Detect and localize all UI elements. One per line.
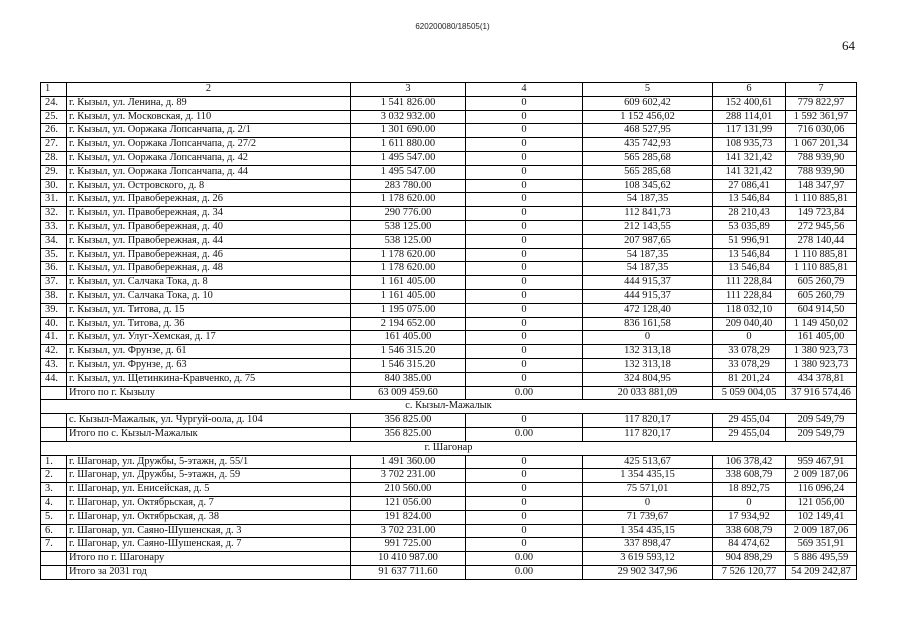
address: г. Кызыл, ул. Московская, д. 110	[67, 110, 351, 124]
col-6-value: 111 228,84	[713, 289, 786, 303]
table-row	[41, 96, 857, 110]
col-5-value: 444 915,37	[583, 289, 713, 303]
col-6-value: 29 455,04	[713, 414, 786, 428]
col-6-value: 13 546,84	[713, 262, 786, 276]
table-row	[41, 317, 857, 331]
col-4-value: 0	[466, 289, 583, 303]
col-7-value: 161 405,00	[786, 331, 857, 345]
col-5-value: 108 345,62	[583, 179, 713, 193]
col-5-value: 1 152 456,02	[583, 110, 713, 124]
column-header: 7	[786, 83, 857, 97]
cost-total: 1 161 405.00	[351, 289, 466, 303]
col-5-value: 207 987,65	[583, 234, 713, 248]
cost-total: 1 546 315.20	[351, 345, 466, 359]
col-7-value: 102 149,41	[786, 510, 857, 524]
col-5-value: 324 804,95	[583, 372, 713, 386]
row-number: 28.	[41, 151, 67, 165]
col-4-value: 0	[466, 248, 583, 262]
section-title: г. Шагонар	[41, 441, 857, 455]
col-7-value: 605 260,79	[786, 289, 857, 303]
table-row	[41, 110, 857, 124]
col-6-value: 108 935,73	[713, 138, 786, 152]
table-row	[41, 552, 857, 566]
address: г. Кызыл, ул. Ленина, д. 89	[67, 96, 351, 110]
col-5-value: 117 820,17	[583, 427, 713, 441]
col-7-value: 1 149 450,02	[786, 317, 857, 331]
row-number: 7.	[41, 538, 67, 552]
cost-total: 121 056.00	[351, 496, 466, 510]
table-row	[41, 165, 857, 179]
cost-total: 3 032 932.00	[351, 110, 466, 124]
table-row	[41, 234, 857, 248]
row-number: 43.	[41, 358, 67, 372]
row-number: 2.	[41, 469, 67, 483]
col-6-value: 33 078,29	[713, 358, 786, 372]
address: Итого за 2031 год	[67, 565, 351, 579]
table-row	[41, 138, 857, 152]
address: г. Кызыл, ул. Ооржака Лопсанчапа, д. 42	[67, 151, 351, 165]
section-header-row	[41, 441, 857, 455]
cost-total: 1 195 075.00	[351, 303, 466, 317]
col-4-value: 0	[466, 165, 583, 179]
row-number: 29.	[41, 165, 67, 179]
col-5-value: 54 187,35	[583, 248, 713, 262]
row-number: 24.	[41, 96, 67, 110]
cost-total: 2 194 652.00	[351, 317, 466, 331]
table-row	[41, 565, 857, 579]
col-4-value: 0.00	[466, 552, 583, 566]
col-6-value: 118 032,10	[713, 303, 786, 317]
col-6-value: 111 228,84	[713, 276, 786, 290]
table-row	[41, 483, 857, 497]
address: г. Кызыл, ул. Островского, д. 8	[67, 179, 351, 193]
col-5-value: 425 513,67	[583, 455, 713, 469]
address: г. Кызыл, ул. Правобережная, д. 34	[67, 207, 351, 221]
address: г. Шагонар, ул. Октябрьская, д. 7	[67, 496, 351, 510]
col-6-value: 338 608,79	[713, 524, 786, 538]
col-7-value: 148 347,97	[786, 179, 857, 193]
col-7-value: 959 467,91	[786, 455, 857, 469]
address: Итого по г. Шагонару	[67, 552, 351, 566]
col-4-value: 0	[466, 96, 583, 110]
col-5-value: 132 313,18	[583, 345, 713, 359]
col-5-value: 1 354 435,15	[583, 524, 713, 538]
column-header-row	[41, 83, 857, 97]
col-4-value: 0	[466, 483, 583, 497]
table-row	[41, 414, 857, 428]
row-number: 31.	[41, 193, 67, 207]
table-row	[41, 358, 857, 372]
table-row	[41, 496, 857, 510]
row-number: 36.	[41, 262, 67, 276]
column-header: 6	[713, 83, 786, 97]
col-7-value: 1 067 201,34	[786, 138, 857, 152]
col-4-value: 0	[466, 262, 583, 276]
col-6-value: 84 474,62	[713, 538, 786, 552]
col-4-value: 0	[466, 234, 583, 248]
row-number: 44.	[41, 372, 67, 386]
col-5-value: 71 739,67	[583, 510, 713, 524]
row-number: 42.	[41, 345, 67, 359]
cost-total: 63 009 459.60	[351, 386, 466, 400]
table-row	[41, 469, 857, 483]
cost-total: 991 725.00	[351, 538, 466, 552]
col-7-value: 779 822,97	[786, 96, 857, 110]
table-row	[41, 386, 857, 400]
table-row	[41, 345, 857, 359]
col-6-value: 5 059 004,05	[713, 386, 786, 400]
col-7-value: 788 939,90	[786, 165, 857, 179]
address: г. Кызыл, ул. Ооржака Лопсанчапа, д. 2/1	[67, 124, 351, 138]
col-6-value: 18 892,75	[713, 483, 786, 497]
col-7-value: 116 096,24	[786, 483, 857, 497]
col-6-value: 141 321,42	[713, 151, 786, 165]
cost-total: 1 301 690.00	[351, 124, 466, 138]
col-4-value: 0	[466, 358, 583, 372]
col-4-value: 0	[466, 179, 583, 193]
cost-total: 356 825.00	[351, 427, 466, 441]
table-row	[41, 331, 857, 345]
table-row	[41, 455, 857, 469]
col-7-value: 1 110 885,81	[786, 248, 857, 262]
col-4-value: 0	[466, 303, 583, 317]
col-6-value: 0	[713, 331, 786, 345]
column-header: 4	[466, 83, 583, 97]
cost-total: 3 702 231.00	[351, 469, 466, 483]
col-6-value: 29 455,04	[713, 427, 786, 441]
row-number	[41, 414, 67, 428]
col-5-value: 3 619 593,12	[583, 552, 713, 566]
address: г. Кызыл, ул. Фрунзе, д. 63	[67, 358, 351, 372]
address: г. Кызыл, ул. Правобережная, д. 48	[67, 262, 351, 276]
col-7-value: 1 380 923,73	[786, 345, 857, 359]
cost-total: 91 637 711.60	[351, 565, 466, 579]
table-row	[41, 151, 857, 165]
col-7-value: 209 549,79	[786, 414, 857, 428]
col-6-value: 0	[713, 496, 786, 510]
col-7-value: 1 380 923,73	[786, 358, 857, 372]
cost-total: 1 495 547.00	[351, 151, 466, 165]
col-7-value: 788 939,90	[786, 151, 857, 165]
address: г. Кызыл, ул. Титова, д. 36	[67, 317, 351, 331]
row-number: 6.	[41, 524, 67, 538]
col-5-value: 472 128,40	[583, 303, 713, 317]
col-7-value: 278 140,44	[786, 234, 857, 248]
table-row	[41, 303, 857, 317]
col-6-value: 27 086,41	[713, 179, 786, 193]
address: г. Шагонар, ул. Енисейская, д. 5	[67, 483, 351, 497]
col-4-value: 0	[466, 496, 583, 510]
col-4-value: 0	[466, 207, 583, 221]
col-6-value: 13 546,84	[713, 248, 786, 262]
col-7-value: 209 549,79	[786, 427, 857, 441]
col-4-value: 0	[466, 317, 583, 331]
col-7-value: 1 110 885,81	[786, 262, 857, 276]
cost-total: 1 491 360.00	[351, 455, 466, 469]
cost-total: 1 178 620.00	[351, 248, 466, 262]
address: с. Кызыл-Мажалык, ул. Чургуй-оола, д. 104	[67, 414, 351, 428]
row-number: 32.	[41, 207, 67, 221]
row-number	[41, 427, 67, 441]
col-6-value: 209 040,40	[713, 317, 786, 331]
row-number: 34.	[41, 234, 67, 248]
col-5-value: 212 143,55	[583, 220, 713, 234]
col-4-value: 0	[466, 331, 583, 345]
col-4-value: 0	[466, 220, 583, 234]
col-7-value: 716 030,06	[786, 124, 857, 138]
col-4-value: 0	[466, 372, 583, 386]
col-4-value: 0	[466, 414, 583, 428]
col-7-value: 2 009 187,06	[786, 524, 857, 538]
col-6-value: 141 321,42	[713, 165, 786, 179]
col-6-value: 338 608,79	[713, 469, 786, 483]
col-5-value: 468 527,95	[583, 124, 713, 138]
cost-total: 1 541 826.00	[351, 96, 466, 110]
address: г. Кызыл, ул. Правобережная, д. 40	[67, 220, 351, 234]
address: г. Кызыл, ул. Правобережная, д. 46	[67, 248, 351, 262]
col-7-value: 1 110 885,81	[786, 193, 857, 207]
row-number	[41, 386, 67, 400]
col-5-value: 609 602,42	[583, 96, 713, 110]
cost-total: 1 178 620.00	[351, 262, 466, 276]
table-row	[41, 124, 857, 138]
col-6-value: 13 546,84	[713, 193, 786, 207]
cost-total: 210 560.00	[351, 483, 466, 497]
table-row	[41, 262, 857, 276]
row-number: 38.	[41, 289, 67, 303]
cost-total: 538 125.00	[351, 220, 466, 234]
row-number: 40.	[41, 317, 67, 331]
row-number: 33.	[41, 220, 67, 234]
address: г. Шагонар, ул. Саяно-Шушенская, д. 3	[67, 524, 351, 538]
col-5-value: 75 571,01	[583, 483, 713, 497]
col-7-value: 37 916 574,46	[786, 386, 857, 400]
address: г. Кызыл, ул. Ооржака Лопсанчапа, д. 27/2	[67, 138, 351, 152]
col-7-value: 569 351,91	[786, 538, 857, 552]
col-7-value: 5 886 495,59	[786, 552, 857, 566]
address: г. Кызыл, ул. Фрунзе, д. 61	[67, 345, 351, 359]
row-number: 26.	[41, 124, 67, 138]
col-4-value: 0	[466, 455, 583, 469]
col-4-value: 0	[466, 510, 583, 524]
col-5-value: 435 742,93	[583, 138, 713, 152]
col-6-value: 51 996,91	[713, 234, 786, 248]
address: г. Шагонар, ул. Саяно-Шушенская, д. 7	[67, 538, 351, 552]
column-header: 5	[583, 83, 713, 97]
col-7-value: 1 592 361,97	[786, 110, 857, 124]
table-row	[41, 179, 857, 193]
col-4-value: 0.00	[466, 386, 583, 400]
address: г. Кызыл, ул. Правобережная, д. 26	[67, 193, 351, 207]
col-7-value: 54 209 242,87	[786, 565, 857, 579]
col-4-value: 0	[466, 193, 583, 207]
section-header-row	[41, 400, 857, 414]
col-6-value: 288 114,01	[713, 110, 786, 124]
col-4-value: 0	[466, 345, 583, 359]
cost-total: 290 776.00	[351, 207, 466, 221]
address: г. Шагонар, ул. Дружбы, 5-этажн, д. 59	[67, 469, 351, 483]
col-5-value: 444 915,37	[583, 276, 713, 290]
table-row	[41, 289, 857, 303]
col-6-value: 152 400,61	[713, 96, 786, 110]
section-title: с. Кызыл-Мажалык	[41, 400, 857, 414]
address: г. Шагонар, ул. Дружбы, 5-этажн, д. 55/1	[67, 455, 351, 469]
col-4-value: 0	[466, 138, 583, 152]
col-5-value: 20 033 881,09	[583, 386, 713, 400]
cost-total: 1 178 620.00	[351, 193, 466, 207]
cost-total: 161 405.00	[351, 331, 466, 345]
row-number	[41, 552, 67, 566]
col-4-value: 0	[466, 151, 583, 165]
col-4-value: 0	[466, 524, 583, 538]
column-header: 1	[41, 83, 67, 97]
col-5-value: 565 285,68	[583, 165, 713, 179]
table-row	[41, 427, 857, 441]
cost-total: 1 546 315.20	[351, 358, 466, 372]
row-number	[41, 565, 67, 579]
cost-total: 10 410 987.00	[351, 552, 466, 566]
col-5-value: 0	[583, 496, 713, 510]
row-number: 39.	[41, 303, 67, 317]
col-4-value: 0.00	[466, 427, 583, 441]
cost-total: 191 824.00	[351, 510, 466, 524]
row-number: 5.	[41, 510, 67, 524]
col-5-value: 565 285,68	[583, 151, 713, 165]
address: г. Кызыл, ул. Титова, д. 15	[67, 303, 351, 317]
col-5-value: 54 187,35	[583, 262, 713, 276]
col-6-value: 33 078,29	[713, 345, 786, 359]
col-6-value: 17 934,92	[713, 510, 786, 524]
address: г. Кызыл, ул. Правобережная, д. 44	[67, 234, 351, 248]
table-row	[41, 372, 857, 386]
housing-repair-table	[40, 82, 857, 580]
col-5-value: 337 898,47	[583, 538, 713, 552]
cost-total: 538 125.00	[351, 234, 466, 248]
row-number: 35.	[41, 248, 67, 262]
cost-total: 356 825.00	[351, 414, 466, 428]
row-number: 4.	[41, 496, 67, 510]
column-header: 3	[351, 83, 466, 97]
address: г. Кызыл, ул. Салчака Тока, д. 10	[67, 289, 351, 303]
col-7-value: 149 723,84	[786, 207, 857, 221]
cost-total: 1 495 547.00	[351, 165, 466, 179]
col-5-value: 117 820,17	[583, 414, 713, 428]
col-7-value: 2 009 187,06	[786, 469, 857, 483]
col-5-value: 54 187,35	[583, 193, 713, 207]
col-4-value: 0	[466, 124, 583, 138]
page-number: 64	[842, 38, 855, 53]
col-7-value: 605 260,79	[786, 276, 857, 290]
address: г. Кызыл, ул. Улуг-Хемская, д. 17	[67, 331, 351, 345]
cost-total: 1 161 405.00	[351, 276, 466, 290]
column-header: 2	[67, 83, 351, 97]
col-7-value: 121 056,00	[786, 496, 857, 510]
col-4-value: 0.00	[466, 565, 583, 579]
col-5-value: 132 313,18	[583, 358, 713, 372]
table-row	[41, 193, 857, 207]
table-row	[41, 524, 857, 538]
col-7-value: 604 914,50	[786, 303, 857, 317]
address: Итого по с. Кызыл-Мажалык	[67, 427, 351, 441]
col-4-value: 0	[466, 276, 583, 290]
col-6-value: 28 210,43	[713, 207, 786, 221]
table-row	[41, 538, 857, 552]
row-number: 1.	[41, 455, 67, 469]
col-7-value: 272 945,56	[786, 220, 857, 234]
col-5-value: 0	[583, 331, 713, 345]
cost-total: 840 385.00	[351, 372, 466, 386]
table-row	[41, 248, 857, 262]
row-number: 30.	[41, 179, 67, 193]
address: Итого по г. Кызылу	[67, 386, 351, 400]
col-6-value: 117 131,99	[713, 124, 786, 138]
col-4-value: 0	[466, 538, 583, 552]
row-number: 37.	[41, 276, 67, 290]
address: г. Кызыл, ул. Салчака Тока, д. 8	[67, 276, 351, 290]
address: г. Шагонар, ул. Октябрьская, д. 38	[67, 510, 351, 524]
col-5-value: 112 841,73	[583, 207, 713, 221]
col-5-value: 29 902 347,96	[583, 565, 713, 579]
table-row	[41, 510, 857, 524]
table-row	[41, 207, 857, 221]
col-6-value: 106 378,42	[713, 455, 786, 469]
col-6-value: 7 526 120,77	[713, 565, 786, 579]
cost-total: 3 702 231.00	[351, 524, 466, 538]
address: г. Кызыл, ул. Ооржака Лопсанчапа, д. 44	[67, 165, 351, 179]
col-5-value: 1 354 435,15	[583, 469, 713, 483]
document-id: 620200080/18505(1)	[415, 22, 490, 31]
table-row	[41, 276, 857, 290]
cost-total: 1 611 880.00	[351, 138, 466, 152]
row-number: 3.	[41, 483, 67, 497]
table-row	[41, 220, 857, 234]
col-4-value: 0	[466, 469, 583, 483]
col-6-value: 904 898,29	[713, 552, 786, 566]
row-number: 41.	[41, 331, 67, 345]
col-6-value: 81 201,24	[713, 372, 786, 386]
row-number: 27.	[41, 138, 67, 152]
col-6-value: 53 035,89	[713, 220, 786, 234]
col-5-value: 836 161,58	[583, 317, 713, 331]
cost-total: 283 780.00	[351, 179, 466, 193]
col-7-value: 434 378,81	[786, 372, 857, 386]
col-4-value: 0	[466, 110, 583, 124]
address: г. Кызыл, ул. Щетинкина-Кравченко, д. 75	[67, 372, 351, 386]
row-number: 25.	[41, 110, 67, 124]
